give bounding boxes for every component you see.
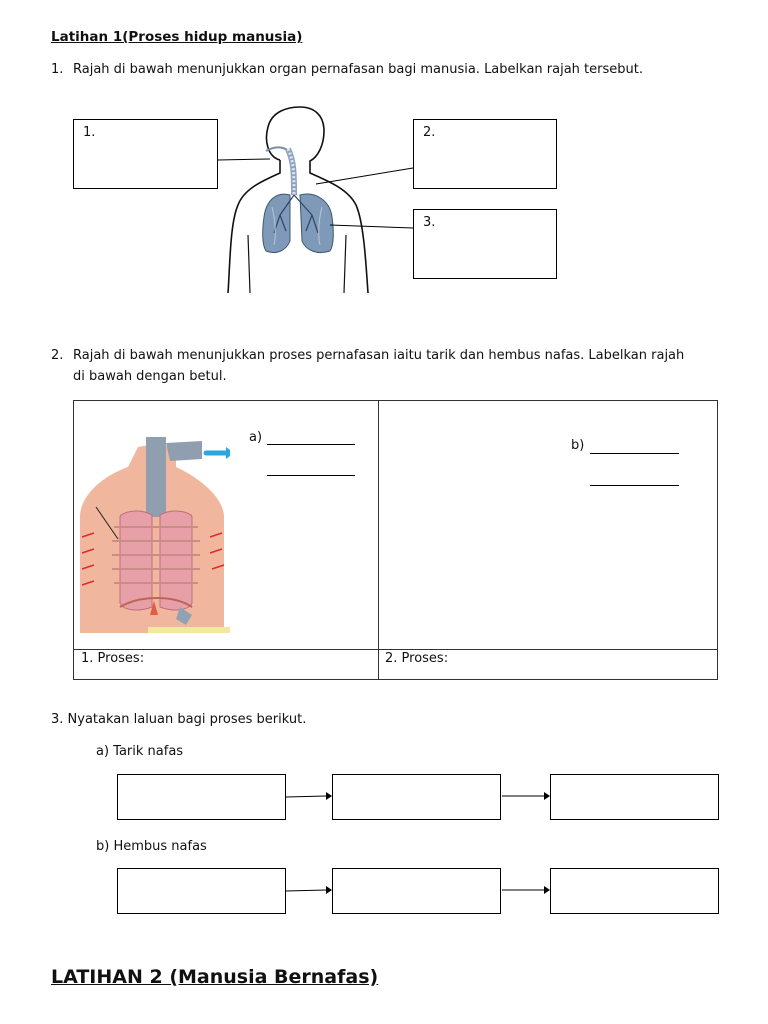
hembus-nafas-step-3[interactable] <box>550 868 719 914</box>
hembus-nafas-step-1[interactable] <box>117 868 286 914</box>
hembus-nafas-label: b) Hembus nafas <box>96 839 207 854</box>
table-divider-horizontal <box>74 649 717 650</box>
hembus-nafas-arrows <box>286 883 550 897</box>
question-1-number: 1. <box>51 62 64 77</box>
label-box-3-number: 3. <box>423 215 436 230</box>
question-3-text: 3. Nyatakan laluan bagi proses berikut. <box>51 712 307 727</box>
label-a-answer-line-2[interactable] <box>267 463 355 476</box>
exercise-2-title: LATIHAN 2 (Manusia Bernafas) <box>51 966 379 988</box>
tarik-nafas-label: a) Tarik nafas <box>96 744 184 759</box>
inhale-diagram-image <box>80 437 230 633</box>
question-2-text-line2: di bawah dengan betul. <box>73 369 227 384</box>
tarik-nafas-step-1[interactable] <box>117 774 286 820</box>
label-b-answer-line-2[interactable] <box>590 473 679 486</box>
question-2-text-line1: Rajah di bawah menunjukkan proses pernafasan iaitu tarik dan hembus nafas. Labelkan rajah <box>73 348 685 363</box>
proses-1-cell[interactable]: 1. Proses: <box>81 651 145 666</box>
tarik-nafas-arrows <box>286 789 550 803</box>
label-box-3[interactable] <box>413 209 557 279</box>
proses-2-cell[interactable]: 2. Proses: <box>385 651 449 666</box>
tarik-nafas-step-3[interactable] <box>550 774 719 820</box>
label-a-answer-line-1[interactable] <box>267 432 355 445</box>
label-box-2[interactable] <box>413 119 557 189</box>
question-2-number: 2. <box>51 348 64 363</box>
label-b-answer-line-1[interactable] <box>590 441 679 454</box>
label-b-prefix: b) <box>571 438 585 453</box>
label-box-2-number: 2. <box>423 125 436 140</box>
label-box-1[interactable] <box>73 119 218 189</box>
label-box-1-number: 1. <box>83 125 96 140</box>
question-1-text: Rajah di bawah menunjukkan organ pernafasan bagi manusia. Labelkan rajah tersebut. <box>73 62 643 77</box>
breathing-process-table <box>73 400 718 680</box>
label-a-prefix: a) <box>249 430 263 445</box>
table-divider-vertical <box>378 401 379 680</box>
respiratory-system-image <box>218 105 418 295</box>
exercise-title: Latihan 1(Proses hidup manusia) <box>51 29 303 45</box>
